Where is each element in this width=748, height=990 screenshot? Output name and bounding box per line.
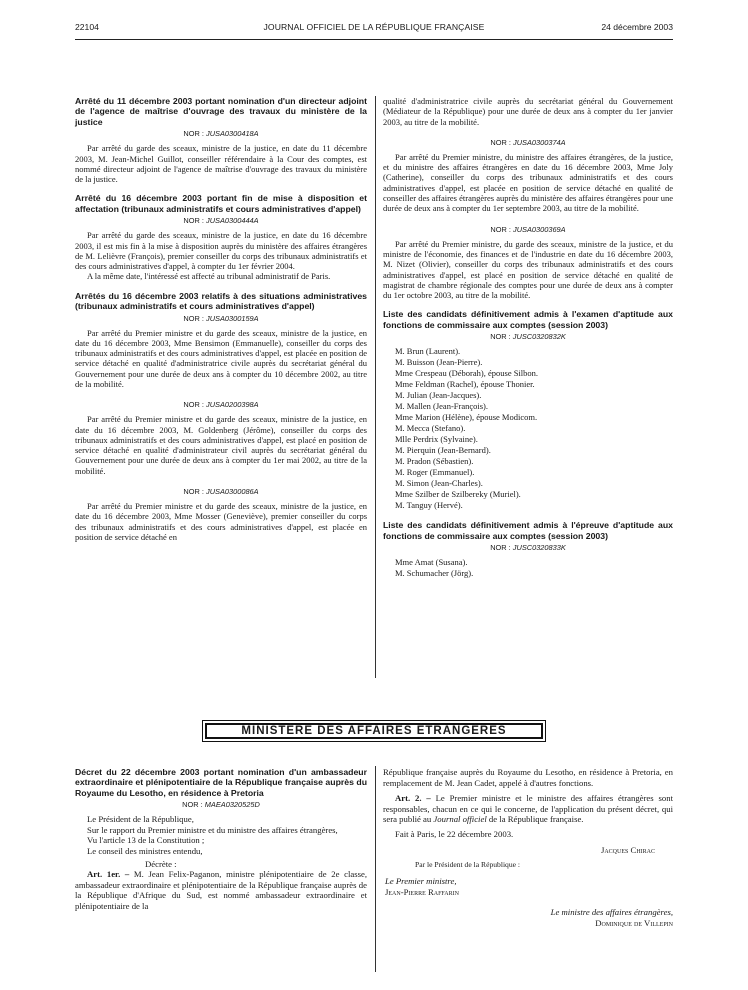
arrete-1-title: Arrêté du 11 décembre 2003 portant nomination d'un directeur adjoint de l'agence de maîtrise d'ouvrage des travaux du ministère de la justice [75, 96, 367, 127]
issue-date: 24 décembre 2003 [601, 22, 673, 32]
decree-line: Vu l'article 13 de la Constitution ; [87, 835, 205, 846]
candidate-name: M. Tanguy (Hervé). [395, 500, 463, 511]
candidate-name: Mme Crespeau (Déborah), épouse Silbon. [395, 368, 539, 379]
nor-code: JUSA0300369A [513, 224, 566, 234]
right-nor-1: NOR : JUSA0300374A [490, 137, 566, 147]
candidate-name: Mme Marion (Hélène), épouse Modicom. [395, 412, 538, 423]
decree-line: Le conseil des ministres entendu, [87, 846, 203, 856]
candidate-name: M. Pradon (Sébastien). [395, 456, 474, 467]
candidate-name: M. Pierquin (Jean-Bernard). [395, 445, 491, 456]
arrete-3-title: Arrêtés du 16 décembre 2003 relatifs à des situations administratives (tribunaux administratifs et cours administratives d'appel) [75, 290, 367, 312]
paragraph: A la même date, l'intéressé est affecté au tribunal administratif de Paris. [87, 271, 331, 282]
mae-name: Dominique de Villepin [595, 917, 673, 928]
decrete-line: Décrète : [145, 858, 177, 869]
article-1-text: M. Jean Felix-Paganon, ministre plénipotentiaire de 2e classe, ambassadeur extraordinaire et plénipotentiaire de la République française auprès de la République d'Afrique du Sud, est nommé ambassadeur extraordinaire et plénipotentiaire de la [75, 869, 367, 911]
signing-place-date: Fait à Paris, le 22 décembre 2003. [395, 828, 514, 839]
candidate-name: M. Schumacher (Jörg). [395, 568, 474, 579]
header-rule [75, 39, 673, 40]
decree-title: Décret du 22 décembre 2003 portant nomination d'un ambassadeur extraordinaire et plénipotentiaire de la République française auprès du Royaume du Lesotho, en résidence à Pretoria [75, 767, 367, 798]
decree-nor: NOR : MAEA0320525D [182, 800, 260, 810]
paragraph: Par arrêté du Premier ministre et du garde des sceaux, ministre de la justice, en date du 16 décembre 2003, Mme Bensimon (Emmanuelle), conseiller du corps des tribunaux administratifs et des cours administratives d'appel, est placée en position de service détaché en qualité d'administratrice civile auprès du secrétariat général du Gouvernement pour une durée de deux ans à compter du 10 décembre 2002, au titre de la mobilité. [75, 327, 367, 389]
decree-right [383, 767, 673, 929]
journal-title: JOURNAL OFFICIEL DE LA RÉPUBLIQUE FRANÇAISE [263, 22, 485, 32]
nor-code: JUSA0200398A [206, 400, 259, 410]
liste-1-title: Liste des candidats définitivement admis à l'examen d'aptitude aux fonctions de commissaire aux comptes (session 2003) [383, 309, 673, 330]
nor-code: JUSA0300374A [513, 137, 566, 147]
pm-title: Le Premier ministre, [385, 875, 457, 886]
nor-code: JUSA0300418A [206, 129, 259, 139]
liste-2-title: Liste des candidats définitivement admis à l'épreuve d'aptitude aux fonctions de commissaire aux comptes (session 2003) [383, 520, 673, 541]
journal-officiel-ref: Journal officiel [433, 814, 487, 825]
candidate-list-2 [383, 557, 673, 579]
paragraph: Par arrêté du Premier ministre, du garde des sceaux, ministre de la justice, et du ministre de l'économie, des finances et de l'industrie en date du 16 décembre 2003, M. Nizet (Olivier), conseiller du corps des tribunaux administratifs et des cours administratives d'appel, est placé en position de service détaché en qualité de magistrat de chambre régionale des comptes pour une durée de deux ans à compter du 1er octobre 2003, au titre de la mobilité. [383, 238, 673, 301]
paragraph: Par arrêté du Premier ministre, du ministre des affaires étrangères, de la justice, et du ministre des affaires étrangères en date du 16 décembre 2003, Mme Joly (Catherine), conseiller du corps des tribunaux administratifs et des cours administratives d'appel, est placée en position de service détaché en qualité de conseiller des affaires étrangères auprès du ministère des affaires étrangères pour une durée de deux ans à compter du 1er septembre 2003, au titre de la mobilité. [383, 151, 673, 214]
candidate-name: Mme Amat (Susana). [395, 557, 468, 568]
candidate-list-1 [383, 346, 673, 511]
candidate-name: M. Simon (Jean-Charles). [395, 478, 483, 489]
liste-2-nor: NOR : JUSC0320833K [490, 543, 566, 553]
arrete-2-nor: NOR : JUSA0300444A [183, 216, 259, 226]
arrete-2-title: Arrêté du 16 décembre 2003 portant fin de mise à disposition et affectation (tribunaux administratifs et cours administratives d'appel) [75, 193, 367, 214]
column-divider-bottom [375, 766, 376, 972]
article-2-text-end: de la République française. [486, 814, 584, 825]
decree-continuation: République française auprès du Royaume du Lesotho, en résidence à Pretoria, en remplacement de M. Jean Cadet, appelé à d'autres fonctions. [383, 767, 673, 788]
page-header [75, 22, 673, 36]
article-2-text: Le Premier ministre et le ministre des affaires étrangères sont responsables, chacun en ce qui le concerne, de l'application du présent décret, qui sera publié au [383, 793, 673, 825]
pm-name: Jean-Pierre Raffarin [385, 886, 459, 897]
column-divider-top [375, 96, 376, 678]
nor-code: JUSA0300159A [206, 313, 259, 323]
arrete-3-nor-1: NOR : JUSA0300159A [183, 313, 259, 323]
candidate-name: M. Julian (Jean-Jacques). [395, 390, 482, 401]
right-nor-2: NOR : JUSA0300369A [490, 224, 566, 234]
arrete-1-nor: NOR : JUSA0300418A [183, 129, 259, 139]
nor-code: JUSA0300086A [206, 487, 259, 497]
ministry-name: MINISTÈRE DES AFFAIRES ÉTRANGÈRES [205, 723, 543, 739]
nor-code: MAEA0320525D [204, 800, 260, 810]
candidate-name: Mme Szilber de Szilbereky (Muriel). [395, 489, 521, 500]
paragraph: qualité d'administratrice civile auprès du secrétariat général du Gouvernement (Médiateur de la République) pour une durée de deux ans à compter du 1er janvier 2003, au titre de la mobilité. [383, 96, 673, 127]
article-1-label: Art. 1er. – [87, 869, 130, 880]
ministry-banner [202, 720, 546, 742]
article-1 [75, 869, 367, 911]
arrete-3-nor-3: NOR : JUSA0300086A [183, 487, 259, 497]
president-signature: Jacques Chirac [600, 844, 655, 855]
nor-code: JUSA0300444A [206, 216, 259, 226]
decree-line: Le Président de la République, [87, 814, 194, 825]
decree-left [75, 767, 367, 912]
page-number: 22104 [75, 22, 99, 32]
candidate-name: Mlle Perdrix (Sylvaine). [395, 434, 478, 445]
candidate-name: M. Roger (Emmanuel). [395, 467, 475, 478]
paragraph: Par arrêté du Premier ministre et du garde des sceaux, ministre de la justice, en date du 16 décembre 2003, M. Goldenberg (Jérôme), conseiller du corps des tribunaux administratifs et des cours administratives d'appel, est placé en position de service détaché en qualité d'administrateur civil auprès du secrétariat général du Gouvernement pour une durée de deux ans à compter du 1er mai 2002, au titre de la mobilité. [75, 414, 367, 476]
nor-code: JUSC0320833K [512, 543, 566, 553]
candidate-name: M. Brun (Laurent). [395, 346, 461, 357]
article-2 [383, 793, 673, 825]
candidate-name: M. Mecca (Stefano). [395, 423, 466, 434]
candidate-name: M. Mallen (Jean-François). [395, 401, 489, 412]
candidate-name: M. Buisson (Jean-Pierre). [395, 357, 483, 368]
mae-title: Le ministre des affaires étrangères, [550, 906, 673, 917]
candidate-name: Mme Feldman (Rachel), épouse Thonier. [395, 379, 535, 390]
paragraph: Par arrêté du garde des sceaux, ministre de la justice, en date du 16 décembre 2003, il est mis fin à la mise à disposition auprès du ministère des affaires étrangères de M. Lelièvre (François), premier conseiller du corps des tribunaux administratifs et des cours administratives d'appel, à compter du 1er février 2004. [75, 230, 367, 272]
countersign-label: Par le Président de la République : [415, 859, 521, 869]
decree-line: Sur le rapport du Premier ministre et du ministre des affaires étrangères, [87, 824, 338, 835]
arrete-3-nor-2: NOR : JUSA0200398A [183, 400, 259, 410]
right-column [383, 96, 673, 579]
nor-code: JUSC0320832K [512, 332, 566, 342]
paragraph: Par arrêté du garde des sceaux, ministre de la justice, en date du 11 décembre 2003, M. Jean-Michel Guillot, conseiller référendaire à la Cour des comptes, est nommé directeur adjoint de l'agence de maîtrise d'ouvrage des travaux du ministère de la justice. [75, 143, 367, 185]
left-column [75, 96, 367, 542]
paragraph: Par arrêté du Premier ministre et du garde des sceaux, ministre de la justice, en date du 16 décembre 2003, Mme Mosser (Geneviève), premier conseiller du corps des tribunaux administratifs et des cours administratives d'appel, est placée en position de service détaché en [75, 501, 367, 542]
article-2-label: Art. 2. – [395, 793, 431, 804]
liste-1-nor: NOR : JUSC0320832K [490, 332, 566, 342]
